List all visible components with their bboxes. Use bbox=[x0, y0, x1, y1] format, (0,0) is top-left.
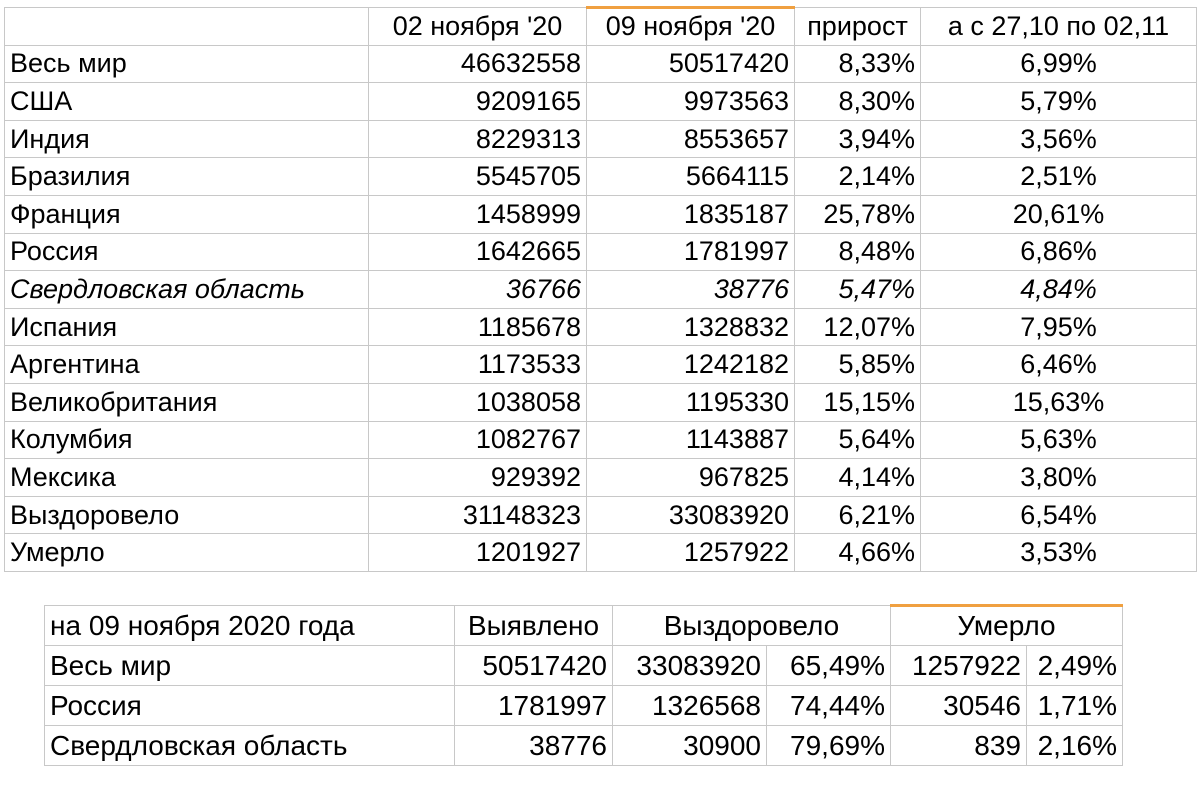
table-row bbox=[5, 233, 1197, 271]
summary-row bbox=[45, 646, 1123, 686]
header-nov09: 09 ноября '20 bbox=[587, 8, 795, 46]
value-nov09: 1328832 bbox=[587, 308, 795, 346]
value-nov09: 967825 bbox=[587, 459, 795, 497]
table-row bbox=[5, 383, 1197, 421]
value-growth: 5,47% bbox=[795, 271, 921, 309]
recovered-value: 33083920 bbox=[613, 646, 767, 686]
table-row bbox=[5, 45, 1197, 83]
summary-header-row bbox=[45, 606, 1123, 646]
header-growth: прирост bbox=[795, 8, 921, 46]
row-name: Великобритания bbox=[5, 383, 369, 421]
value-nov02: 31148323 bbox=[369, 496, 587, 534]
value-nov09: 50517420 bbox=[587, 45, 795, 83]
value-nov02: 1201927 bbox=[369, 534, 587, 572]
header-blank bbox=[5, 8, 369, 46]
value-nov02: 929392 bbox=[369, 459, 587, 497]
value-growth: 8,30% bbox=[795, 83, 921, 121]
recovered-pct: 74,44% bbox=[767, 686, 891, 726]
recovered-value: 30900 bbox=[613, 726, 767, 766]
value-growth: 25,78% bbox=[795, 195, 921, 233]
value-nov09: 8553657 bbox=[587, 120, 795, 158]
value-nov09: 1242182 bbox=[587, 346, 795, 384]
table-row bbox=[5, 496, 1197, 534]
value-prev: 4,84% bbox=[921, 271, 1197, 309]
died-value: 1257922 bbox=[891, 646, 1027, 686]
died-pct: 2,49% bbox=[1027, 646, 1123, 686]
row-name: Индия bbox=[5, 120, 369, 158]
died-pct: 1,71% bbox=[1027, 686, 1123, 726]
header-prev: а с 27,10 по 02,11 bbox=[921, 8, 1197, 46]
value-nov02: 9209165 bbox=[369, 83, 587, 121]
died-pct: 2,16% bbox=[1027, 726, 1123, 766]
summary-row bbox=[45, 686, 1123, 726]
row-name: Мексика bbox=[5, 459, 369, 497]
table-row bbox=[5, 421, 1197, 459]
value-growth: 4,14% bbox=[795, 459, 921, 497]
value-prev: 3,56% bbox=[921, 120, 1197, 158]
recovered-value: 1326568 bbox=[613, 686, 767, 726]
table-row bbox=[5, 308, 1197, 346]
value-nov02: 1173533 bbox=[369, 346, 587, 384]
value-nov09: 9973563 bbox=[587, 83, 795, 121]
summary-row bbox=[45, 726, 1123, 766]
value-prev: 15,63% bbox=[921, 383, 1197, 421]
summary-title: на 09 ноября 2020 года bbox=[45, 606, 455, 646]
table-row bbox=[5, 195, 1197, 233]
value-nov02: 36766 bbox=[369, 271, 587, 309]
value-growth: 2,14% bbox=[795, 158, 921, 196]
table-row bbox=[5, 346, 1197, 384]
detected-value: 1781997 bbox=[455, 686, 613, 726]
row-name: Свердловская область bbox=[5, 271, 369, 309]
value-nov09: 1143887 bbox=[587, 421, 795, 459]
table-row bbox=[5, 459, 1197, 497]
table-row bbox=[5, 158, 1197, 196]
row-name: Умерло bbox=[5, 534, 369, 572]
covid-stats-table bbox=[4, 6, 1197, 572]
row-name: Весь мир bbox=[5, 45, 369, 83]
value-nov09: 1257922 bbox=[587, 534, 795, 572]
died-value: 30546 bbox=[891, 686, 1027, 726]
value-nov09: 1781997 bbox=[587, 233, 795, 271]
recovered-pct: 65,49% bbox=[767, 646, 891, 686]
header-nov02: 02 ноября '20 bbox=[369, 8, 587, 46]
table-row bbox=[5, 271, 1197, 309]
table-row bbox=[5, 534, 1197, 572]
row-name: Колумбия bbox=[5, 421, 369, 459]
value-prev: 2,51% bbox=[921, 158, 1197, 196]
value-prev: 5,79% bbox=[921, 83, 1197, 121]
value-prev: 6,99% bbox=[921, 45, 1197, 83]
died-header: Умерло bbox=[891, 606, 1123, 646]
detected-value: 50517420 bbox=[455, 646, 613, 686]
value-prev: 3,80% bbox=[921, 459, 1197, 497]
value-nov09: 38776 bbox=[587, 271, 795, 309]
row-name: Бразилия bbox=[5, 158, 369, 196]
summary-table bbox=[44, 604, 1123, 766]
value-prev: 6,86% bbox=[921, 233, 1197, 271]
value-prev: 3,53% bbox=[921, 534, 1197, 572]
value-nov02: 46632558 bbox=[369, 45, 587, 83]
value-growth: 8,33% bbox=[795, 45, 921, 83]
recovered-pct: 79,69% bbox=[767, 726, 891, 766]
value-nov09: 1835187 bbox=[587, 195, 795, 233]
value-prev: 7,95% bbox=[921, 308, 1197, 346]
value-growth: 4,66% bbox=[795, 534, 921, 572]
value-growth: 6,21% bbox=[795, 496, 921, 534]
row-name: США bbox=[5, 83, 369, 121]
value-growth: 15,15% bbox=[795, 383, 921, 421]
value-prev: 6,54% bbox=[921, 496, 1197, 534]
value-nov09: 33083920 bbox=[587, 496, 795, 534]
value-growth: 3,94% bbox=[795, 120, 921, 158]
value-growth: 12,07% bbox=[795, 308, 921, 346]
value-nov02: 1082767 bbox=[369, 421, 587, 459]
row-name: Франция bbox=[5, 195, 369, 233]
value-nov02: 8229313 bbox=[369, 120, 587, 158]
table-row bbox=[5, 120, 1197, 158]
value-nov02: 1185678 bbox=[369, 308, 587, 346]
row-name: Весь мир bbox=[45, 646, 455, 686]
value-prev: 5,63% bbox=[921, 421, 1197, 459]
value-nov02: 1642665 bbox=[369, 233, 587, 271]
value-growth: 8,48% bbox=[795, 233, 921, 271]
header-row bbox=[5, 8, 1197, 46]
value-nov02: 5545705 bbox=[369, 158, 587, 196]
died-value: 839 bbox=[891, 726, 1027, 766]
row-name: Выздоровело bbox=[5, 496, 369, 534]
value-prev: 20,61% bbox=[921, 195, 1197, 233]
recovered-header: Выздоровело bbox=[613, 606, 891, 646]
value-prev: 6,46% bbox=[921, 346, 1197, 384]
table-row bbox=[5, 83, 1197, 121]
value-nov02: 1038058 bbox=[369, 383, 587, 421]
value-nov02: 1458999 bbox=[369, 195, 587, 233]
value-growth: 5,64% bbox=[795, 421, 921, 459]
row-name: Россия bbox=[5, 233, 369, 271]
row-name: Аргентина bbox=[5, 346, 369, 384]
value-growth: 5,85% bbox=[795, 346, 921, 384]
detected-header: Выявлено bbox=[455, 606, 613, 646]
row-name: Свердловская область bbox=[45, 726, 455, 766]
value-nov09: 5664115 bbox=[587, 158, 795, 196]
row-name: Россия bbox=[45, 686, 455, 726]
detected-value: 38776 bbox=[455, 726, 613, 766]
value-nov09: 1195330 bbox=[587, 383, 795, 421]
row-name: Испания bbox=[5, 308, 369, 346]
